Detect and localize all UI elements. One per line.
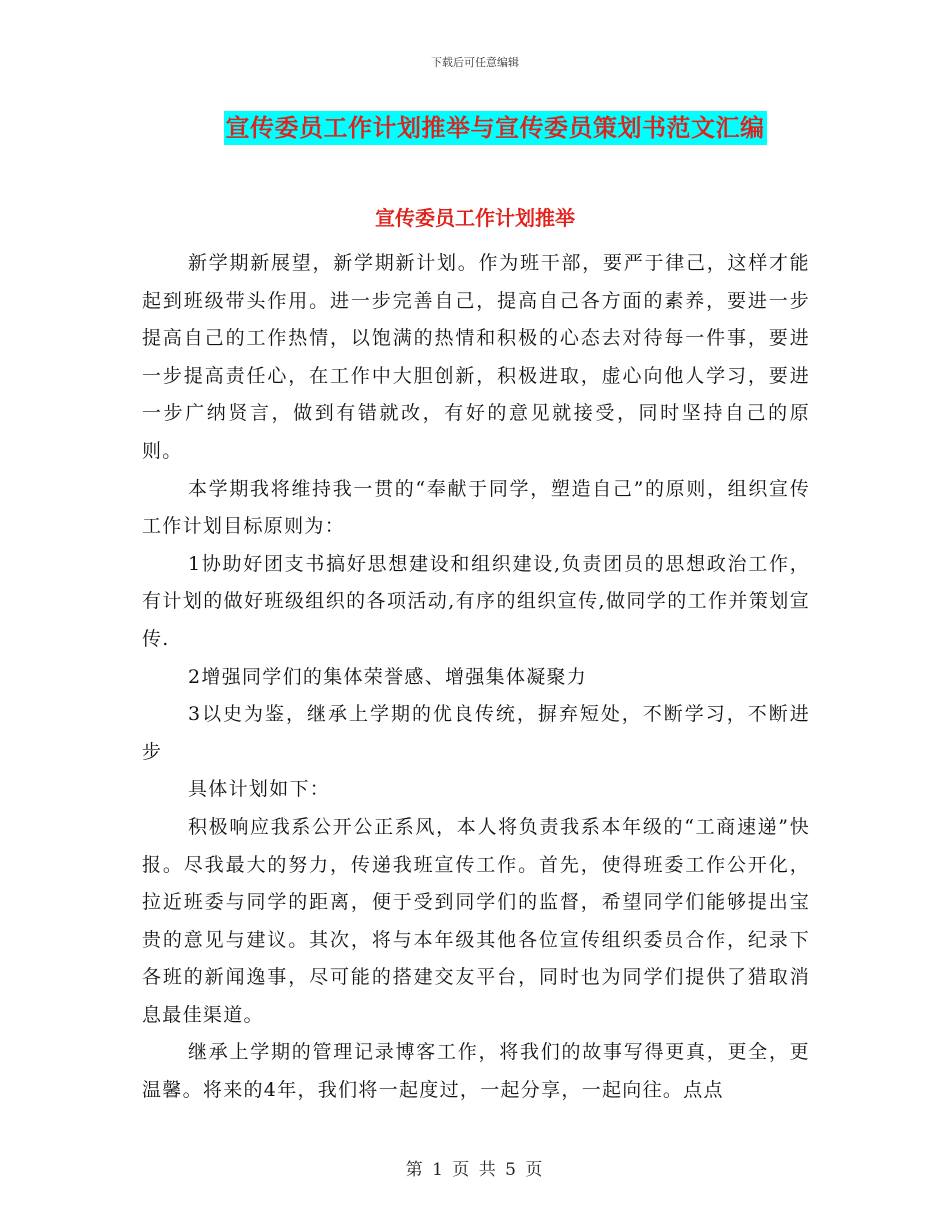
- paragraph: 新学期新展望，新学期新计划。作为班干部，要严于律己，这样才能起到班级带头作用。进一步完善自己，提高自己各方面的素养，要进一步提高自己的工作热情，以饱满的热情和积极的心态去对待每一件事，要进一步提高责任心，在工作中大胆创新，积极进取，虚心向他人学习，要进一步广纳贤言，做到有错就改，有好的意见就接受，同时坚持自己的原则。: [142, 252, 810, 462]
- paragraph: 3以史为鉴，继承上学期的优良传统，摒弃短处，不断学习，不断进步: [142, 703, 810, 763]
- paragraph: 2增强同学们的集体荣誉感、增强集体凝聚力: [188, 665, 588, 688]
- main-title: 宣传委员工作计划推举与宣传委员策划书范文汇编: [224, 111, 767, 145]
- paragraph: 继承上学期的管理记录博客工作，将我们的故事写得更真，更全，更温馨。将来的4年，我们将一起度过，一起分享，一起向往。点点: [142, 1041, 810, 1102]
- section-title: 宣传委员工作计划推举: [375, 206, 575, 230]
- paragraph: 积极响应我系公开公正系风，本人将负责我系本年级的“工商速递”快报。尽我最大的努力，传递我班宣传工作。首先，使得班委工作公开化，拉近班委与同学的距离，便于受到同学们的监督，希望同学们能够提出宝贵的意见与建议。其次，将与本年级其他各位宣传组织委员合作，纪录下各班的新闻逸事，尽可能的搭建交友平台，同时也为同学们提供了猎取消息最佳渠道。: [142, 815, 810, 1026]
- paragraph: 1协助好团支书搞好思想建设和组织建设,负责团员的思想政治工作，有计划的做好班级组织的各项活动,有序的组织宣传,做同学的工作并策划宣传.: [142, 552, 810, 650]
- header-note: 下载后可任意编辑: [431, 56, 519, 69]
- document-body: [142, 245, 810, 1110]
- page-number: 第 1 页 共 5 页: [405, 1160, 545, 1180]
- paragraph: 具体计划如下：: [188, 778, 331, 801]
- main-title-container: [0, 111, 950, 145]
- paragraph: 本学期我将维持我一贯的“奉献于同学，塑造自己”的原则，组织宣传工作计划目标原则为：: [142, 477, 810, 538]
